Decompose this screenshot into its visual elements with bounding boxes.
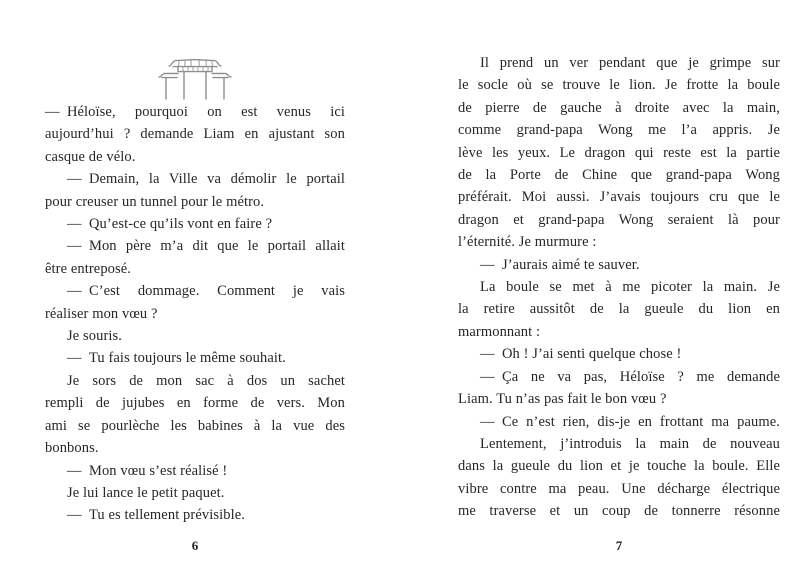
text-line: Liam. Tu n’as pas fait le bon vœu ? <box>458 391 667 408</box>
text-line: — Héloïse, pourquoi on est venus ici <box>45 104 345 120</box>
text-line: préférait. Moi aussi. J’avais toujours cru que le <box>458 189 780 206</box>
text-line: — Mon père m’a dit que le portail allait <box>67 238 345 255</box>
text-line: ami se pourlèche les babines à la vue des <box>45 417 345 434</box>
text-line: dans la gueule du lion et je touche la boule. Elle <box>458 458 780 475</box>
text-line: — Qu’est-ce qu’ils vont en faire ? <box>67 216 273 233</box>
text-line: — Mon vœu s’est réalisé ! <box>67 462 228 479</box>
text-line: Il prend un ver pendant que je grimpe sur <box>480 55 780 71</box>
text-line: — C’est dommage. Comment je vais <box>67 283 345 300</box>
text-line: bonbons. <box>45 440 99 457</box>
text-line: comme grand-papa Wong me l’a appris. Je <box>458 122 780 139</box>
text-line: — Ça ne va pas, Héloïse ? me demande <box>480 368 780 385</box>
text-line: le socle où se trouve le lion. Je frotte la boule <box>458 77 780 94</box>
text-line: La boule se met à me picoter la main. Je <box>480 279 780 296</box>
text-line: — Tu es tellement prévisible. <box>67 507 245 524</box>
section-ornament <box>45 53 345 106</box>
text-line: marmonnant : <box>458 323 541 340</box>
text-line: Je lui lance le petit paquet. <box>67 484 225 501</box>
text-line: pour creuser un tunnel pour le métro. <box>45 193 265 210</box>
text-line: — Demain, la Ville va démolir le portail <box>67 171 345 188</box>
text-line: vibre contre ma peau. Une décharge électrique <box>458 480 780 497</box>
text-line: aujourd’hui ? demande Liam en ajustant son <box>45 126 345 143</box>
right-page <box>458 0 780 588</box>
text-line: — Tu fais toujours le même souhait. <box>67 350 286 367</box>
text-line: de pierre de gauche à droite avec la main, <box>458 99 780 116</box>
left-page <box>45 0 345 588</box>
text-line: réaliser mon vœu ? <box>45 305 158 322</box>
text-line: de la Porte de Chine que grand-papa Wong <box>458 167 780 184</box>
left-page-number: 6 <box>191 538 199 553</box>
text-line: dragon et grand-papa Wong seraient là pour <box>458 211 780 228</box>
text-line: la retire aussitôt de la gueule du lion en <box>458 301 780 318</box>
text-line: — J’aurais aimé te sauver. <box>480 256 640 273</box>
text-line: Je souris. <box>67 328 122 345</box>
right-page-number: 7 <box>615 538 623 553</box>
text-line: — Oh ! J’ai senti quelque chose ! <box>480 346 682 363</box>
right-page-text <box>458 52 780 523</box>
text-line: rempli de jujubes en forme de vers. Mon <box>45 395 345 412</box>
text-line: — Ce n’est rien, dis-je en frottant ma paume. <box>480 413 780 430</box>
text-line: Je sors de mon sac à dos un sachet <box>67 372 345 389</box>
text-line: lève les yeux. Le dragon qui reste est la partie <box>458 144 780 161</box>
text-line: me traverse et un coup de tonnerre résonne <box>458 503 780 520</box>
text-line: être entreposé. <box>45 260 132 277</box>
text-line: casque de vélo. <box>45 148 136 165</box>
text-line: Lentement, j’introduis la main de nouveau <box>480 435 780 452</box>
text-line: l’éternité. Je murmure : <box>458 234 597 251</box>
left-page-text <box>45 101 345 527</box>
